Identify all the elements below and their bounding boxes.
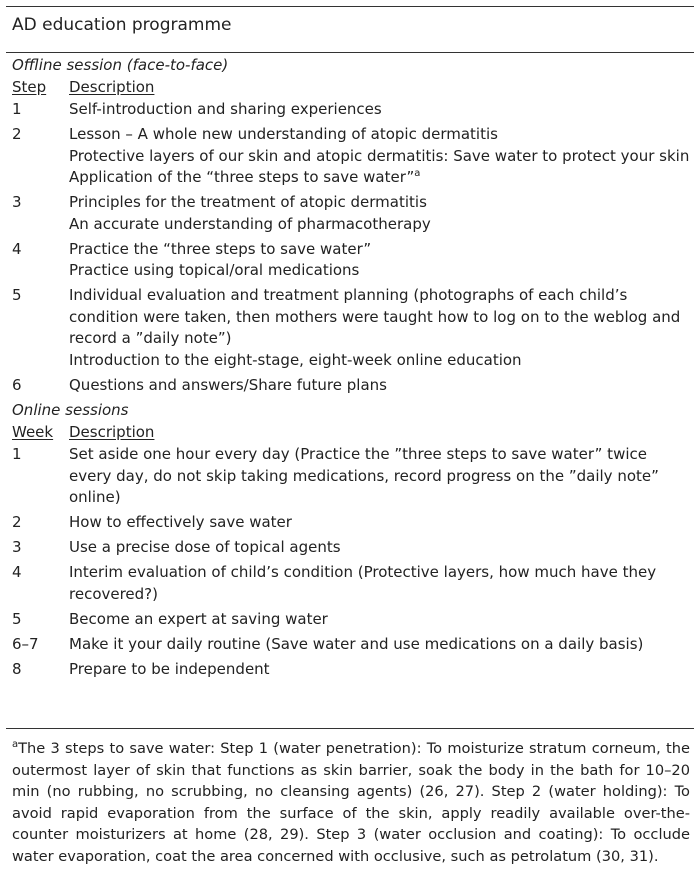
online-column-header [12,422,692,444]
description-line [69,562,692,605]
row-number: 4 [12,239,22,258]
table-row [12,99,692,121]
programme-table [12,54,692,680]
offline-rows [12,99,692,396]
footnote-text: The 3 steps to save water: Step 1 (water penetration): To moisturize stratum corneum, the outermost layer of skin that functions as skin barrier, soak the body in the bath for 10–20 min (no rubbing, no scrubbing, no cleansing agents) (26, 27). Step 2 (water holding): To avoid rapid evaporation from the surface of the skin, apply readily available over-the-counter moisturizers at home (28, 29). Step 3 (water occlusion and coating): To occlude water evaporation, coat the area concerned with occlusive, such as petrolatum (30, 31). [12,740,690,865]
row-number: 5 [12,286,22,304]
row-description [69,634,692,656]
table-row [12,444,692,509]
description-text: Principles for the treatment of atopic dermatitis [69,193,427,211]
bottom-rule [6,728,694,729]
description-text: How to effectively save water [69,513,292,531]
description-line [69,124,692,146]
table-title: AD education programme [12,15,232,35]
footnote-reference: a [414,168,421,179]
row-description [69,537,692,559]
description-line [69,214,692,236]
description-text: Make it your daily routine (Save water and use medications on a daily basis) [69,634,644,653]
row-number: 6–7 [12,634,39,653]
description-line [69,537,692,559]
description-column-header: Description [69,422,155,441]
step-column-header: Step [12,77,47,96]
description-column-header: Description [69,77,155,96]
row-number: 4 [12,563,22,581]
row-description [69,444,692,509]
row-description [69,562,692,605]
description-text: Prepare to be independent [69,659,270,678]
top-rule [6,6,694,7]
description-text: Lesson – A whole new understanding of atopic dermatitis [69,125,498,143]
description-line [69,260,692,282]
description-line [69,146,692,168]
description-line [69,350,692,372]
description-text: Practice using topical/oral medications [69,261,360,279]
footnote [12,738,690,867]
table-row [12,375,692,397]
table-row [12,192,692,235]
offline-column-header [12,77,692,99]
week-column-header: Week [12,422,54,441]
row-description [69,124,692,189]
row-number: 2 [12,125,22,143]
table-row [12,537,692,559]
row-number: 8 [12,659,22,678]
offline-section-heading: Offline session (face-to-face) [12,56,229,74]
description-text: Self-introduction and sharing experiences [69,100,382,118]
row-description [69,609,692,631]
description-text: Application of the “three steps to save water” [69,168,415,186]
description-line [69,239,692,261]
description-text: Individual evaluation and treatment planning (photographs of each child’s condition were taken, then mothers were taught how to log on to the weblog and record a ”daily note”) [69,286,681,347]
description-text: Introduction to the eight-stage, eight-week online education [69,350,522,369]
description-text: Interim evaluation of child’s condition (Protective layers, how much have they recovered?) [69,563,657,603]
row-number: 6 [12,375,22,394]
table-row [12,512,692,534]
row-number: 1 [12,445,22,463]
table-row [12,659,692,681]
row-description [69,192,692,235]
row-description [69,285,692,371]
row-description [69,375,692,397]
row-number: 3 [12,193,22,211]
description-text: Use a precise dose of topical agents [69,538,341,556]
online-section-heading: Online sessions [12,401,129,419]
description-text: An accurate understanding of pharmacotherapy [69,214,431,233]
description-line [69,609,692,631]
footnote-mark: a [12,739,19,751]
description-line [69,444,692,509]
description-line [69,167,692,189]
row-number: 5 [12,609,22,628]
description-text: Protective layers of our skin and atopic dermatitis: Save water to protect your skin [69,146,690,165]
description-text: Questions and answers/Share future plans [69,375,387,394]
description-text: Become an expert at saving water [69,609,328,628]
row-description [69,659,692,681]
row-description [69,512,692,534]
header-rule [6,52,694,53]
table-row [12,124,692,189]
description-line [69,192,692,214]
online-rows [12,444,692,680]
row-description [69,239,692,282]
table-row [12,634,692,656]
table-row [12,609,692,631]
row-number: 2 [12,513,22,531]
row-number: 1 [12,100,22,118]
description-line [69,285,692,350]
description-line [69,99,692,121]
row-description [69,99,692,121]
description-line [69,375,692,397]
description-text: Set aside one hour every day (Practice the ”three steps to save water” twice every day, do not skip taking medications, record progress on the ”daily note” online) [69,445,659,506]
table-row [12,239,692,282]
description-line [69,659,692,681]
description-text: Practice the “three steps to save water” [69,239,372,258]
row-number: 3 [12,538,22,556]
table-row [12,285,692,371]
description-line [69,512,692,534]
table-row [12,562,692,605]
description-line [69,634,692,656]
